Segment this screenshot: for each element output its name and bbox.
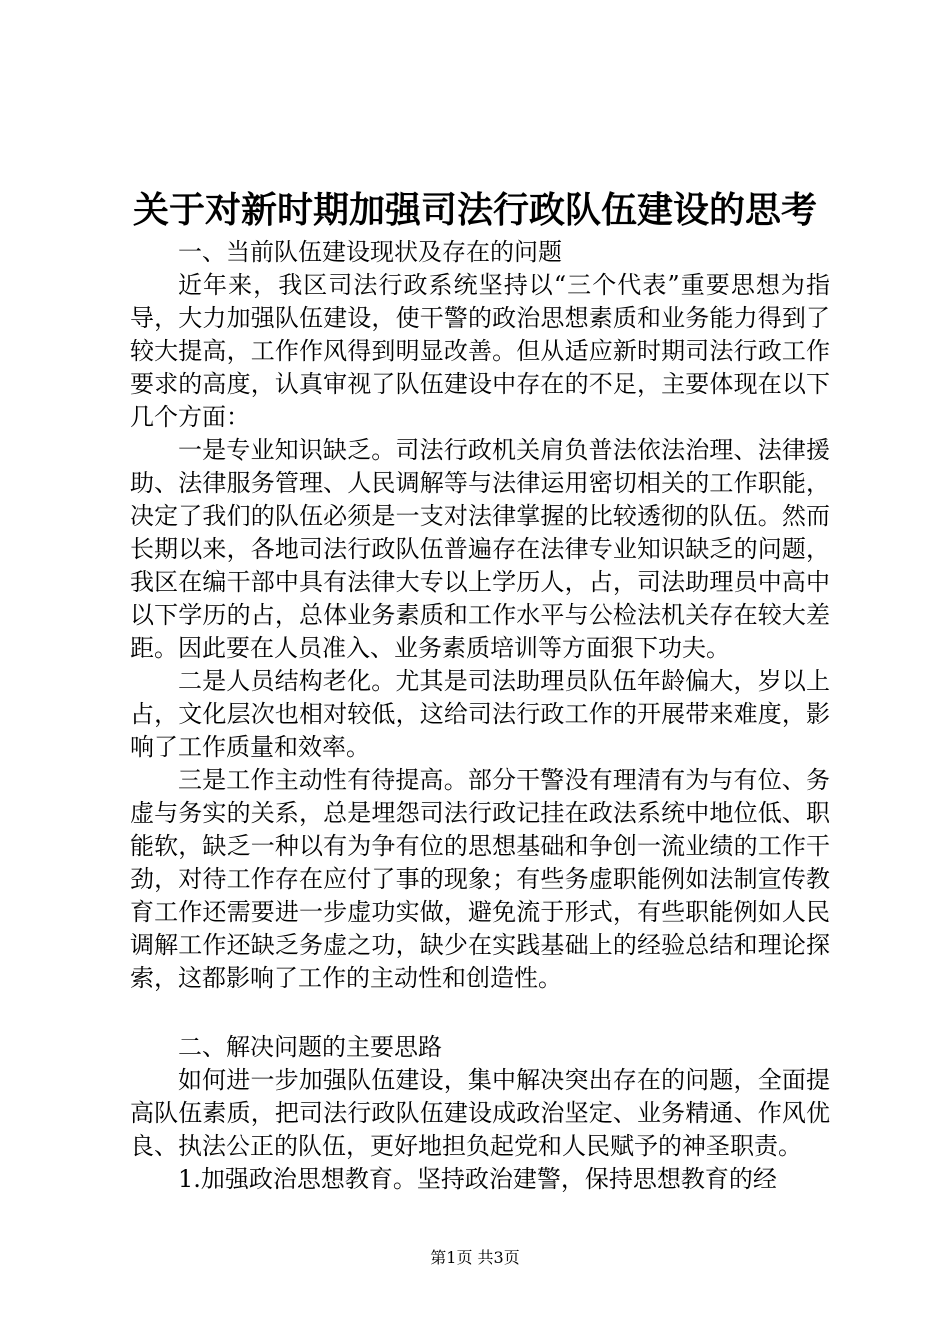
paragraph-point-3: 三是工作主动性有待提高。部分干警没有理清有为与有位、务虚与务实的关系，总是埋怨司法行政记挂在政法系统中地位低、职能软，缺乏一种以有为争有位的思想基础和争创一流业绩的工作干劲，对待工作存在应付了事的现象；有些务虚职能例如法制宣传教育工作还需要进一步虚功实做，避免流于形式，有些职能例如人民调解工作还缺乏务虚之功，缺少在实践基础上的经验总结和理论探索，这都影响了工作的主动性和创造性。 <box>130 766 830 992</box>
document-body <box>130 236 830 1196</box>
section-heading-2: 二、解决问题的主要思路 <box>178 1033 442 1061</box>
section-gap <box>130 995 830 1031</box>
section-heading-1: 一、当前队伍建设现状及存在的问题 <box>178 238 562 266</box>
paragraph-item-1: 1.加强政治思想教育。坚持政治建警，保持思想教育的经 <box>178 1165 777 1193</box>
paragraph-point-1: 一是专业知识缺乏。司法行政机关肩负普法依法治理、法律援助、法律服务管理、人民调解等与法律运用密切相关的工作职能，决定了我们的队伍必须是一支对法律掌握的比较透彻的队伍。然而长期以来，各地司法行政队伍普遍存在法律专业知识缺乏的问题，我区在编干部中具有法律大专以上学历人，占，司法助理员中高中以下学历的占，总体业务素质和工作水平与公检法机关存在较大差距。因此要在人员准入、业务素质培训等方面狠下功夫。 <box>130 436 830 662</box>
paragraph-point-2: 二是人员结构老化。尤其是司法助理员队伍年龄偏大，岁以上占，文化层次也相对较低，这给司法行政工作的开展带来难度，影响了工作质量和效率。 <box>130 667 830 761</box>
document-title: 关于对新时期加强司法行政队伍建设的思考 <box>132 189 817 231</box>
paragraph-approach: 如何进一步加强队伍建设，集中解决突出存在的问题，全面提高队伍素质，把司法行政队伍建设成政治坚定、业务精通、作风优良、执法公正的队伍，更好地担负起党和人民赋予的神圣职责。 <box>130 1066 830 1160</box>
page-footer: 第1页 共3页 <box>430 1248 520 1267</box>
paragraph-intro: 近年来，我区司法行政系统坚持以“三个代表”重要思想为指导，大力加强队伍建设，使干警的政治思想素质和业务能力得到了较大提高，工作作风得到明显改善。但从适应新时期司法行政工作要求的高度，认真审视了队伍建设中存在的不足，主要体现在以下几个方面： <box>130 271 830 431</box>
